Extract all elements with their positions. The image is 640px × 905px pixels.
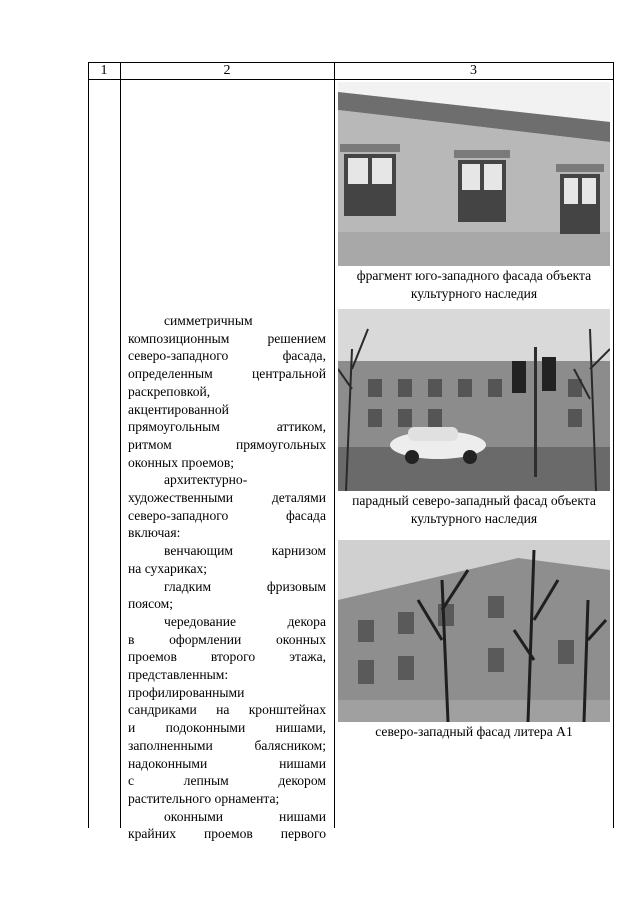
text-line: определенным центральной [128, 366, 326, 382]
caption-line: культурного наследия [410, 511, 538, 526]
text-line: ритмом прямоугольных [128, 436, 326, 452]
photo-2-caption [334, 492, 614, 528]
table-right-border [613, 62, 614, 828]
table-left-border [88, 62, 89, 828]
text-line: проемов второго этажа, [128, 649, 326, 665]
text-line: поясом; [128, 596, 174, 612]
text-line: заполненными балясником; [128, 737, 326, 753]
text-line: сандриками на кронштейнах [128, 702, 326, 718]
text-line: прямоугольным аттиком, [128, 419, 326, 435]
text-line: профилированными [128, 684, 245, 700]
caption-line: северо-западный фасад литера А1 [375, 724, 573, 739]
facade-photo-3 [338, 540, 610, 722]
caption-line: культурного наследия [410, 286, 538, 301]
photo-1-caption [334, 267, 614, 303]
text-line: акцентированной [128, 401, 229, 417]
text-line: симметричным [164, 313, 253, 328]
caption-line: парадный северо-западный фасад объекта [352, 493, 596, 508]
column-header-1: 1 [100, 63, 108, 78]
column-header-2: 2 [223, 63, 231, 78]
text-line: гладким фризовым [164, 578, 326, 594]
facade-photo-1 [338, 82, 610, 266]
text-line: оконными нишами [164, 808, 326, 824]
text-line: оконных проемов; [128, 454, 235, 470]
text-line: растительного орнамента; [128, 790, 280, 806]
text-line: венчающим карнизом [164, 543, 326, 559]
text-line: раскреповкой, [128, 383, 211, 399]
text-line: художественными деталями [128, 490, 326, 506]
header-bottom-border [88, 79, 614, 80]
text-line: надоконными нишами [128, 755, 326, 771]
text-line: на сухариках; [128, 560, 208, 576]
text-line: композиционным решением [128, 330, 326, 346]
text-line: северо-западного фасада [128, 507, 326, 523]
text-line: и подоконными нишами, [128, 720, 326, 736]
text-line: включая: [128, 525, 181, 541]
text-line: чередование декора [164, 613, 326, 629]
caption-line: фрагмент юго-западного фасада объекта [356, 268, 592, 283]
column-header-3: 3 [470, 63, 477, 78]
text-line: крайних проемов первого [128, 826, 326, 842]
text-line: северо-западного фасада, [128, 348, 326, 364]
text-line: архитектурно- [164, 472, 248, 488]
column-divider-2 [334, 62, 335, 828]
text-line: представленным: [128, 667, 229, 683]
text-line: с лепным декором [128, 773, 326, 789]
photo-3-caption [334, 723, 614, 741]
column-divider-1 [120, 62, 121, 828]
description-text [128, 312, 326, 843]
facade-photo-2 [338, 309, 610, 491]
text-line: в оформлении оконных [128, 631, 326, 647]
